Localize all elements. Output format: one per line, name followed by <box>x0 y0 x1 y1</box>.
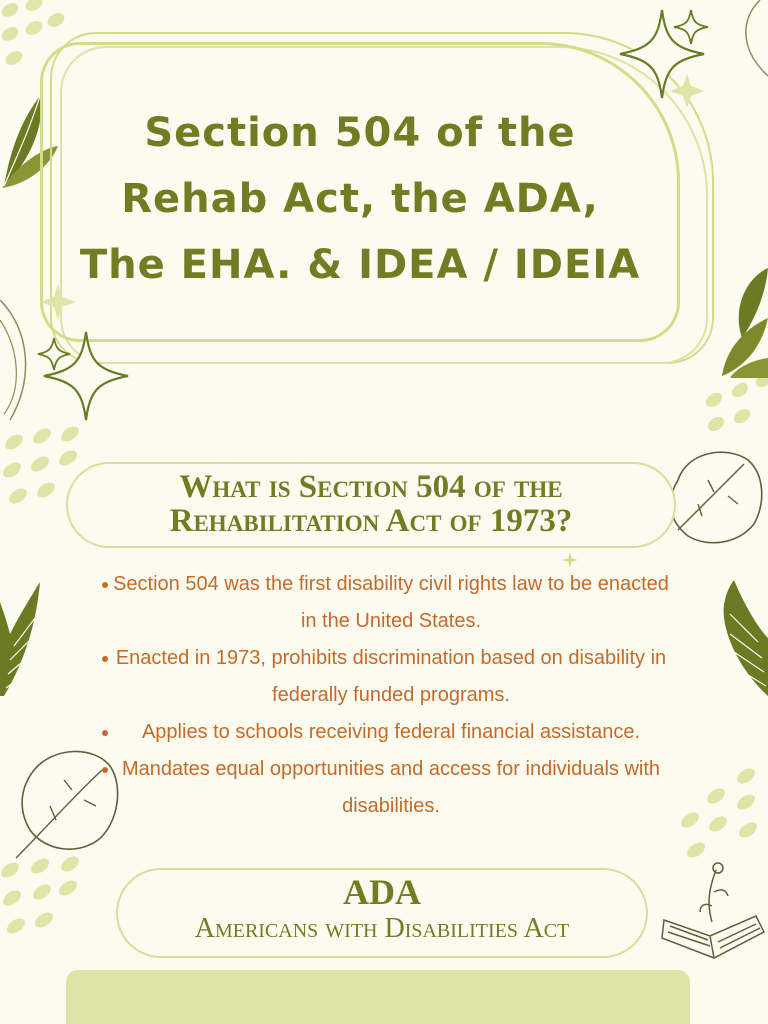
sparkle-icon-small-bottom-left <box>38 338 70 370</box>
fern-icon-right <box>718 578 768 698</box>
bullet-text: Enacted in 1973, prohibits discrimination based on disability in federally funded programs. <box>115 647 667 706</box>
ada-title: ADA <box>343 872 421 912</box>
page-title <box>40 100 680 298</box>
list-item <box>96 751 670 825</box>
sparkle-icon-small-top-right <box>674 10 708 44</box>
list-item <box>96 714 670 751</box>
line-doodle-left <box>0 290 40 430</box>
heading-line-1: What is Section 504 of the <box>179 469 563 505</box>
ada-subtitle: Americans with Disabilities Act <box>194 913 570 944</box>
title-line-3: The EHA. & IDEA / IDEIA <box>79 242 641 288</box>
next-section-box <box>66 970 690 1024</box>
bullet-text: Section 504 was the first disability civil rights law to be enacted in the United States. <box>113 573 669 632</box>
dots-pattern-bottom-left <box>0 860 90 950</box>
section-504-heading <box>66 470 676 538</box>
bullet-dot-icon <box>102 730 108 736</box>
leaf-icon-right <box>716 248 768 378</box>
list-item <box>96 640 670 714</box>
list-item <box>96 566 670 640</box>
dots-pattern-right-low <box>676 770 768 860</box>
heading-line-2: Rehabilitation Act of 1973? <box>169 503 573 539</box>
bullet-dot-icon <box>102 767 108 773</box>
bullet-text: Mandates equal opportunities and access for individuals with disabilities. <box>121 758 661 817</box>
dots-pattern-right-mid <box>700 370 768 430</box>
line-doodle-right <box>730 0 768 80</box>
title-line-1: Section 504 of the <box>144 110 576 156</box>
fern-icon-left <box>0 578 50 698</box>
section-504-bullet-list <box>96 566 670 825</box>
bullet-dot-icon <box>102 582 108 588</box>
open-book-icon <box>660 862 768 966</box>
bullet-dot-icon <box>102 656 108 662</box>
bullet-text: Applies to schools receiving federal financial assistance. <box>141 721 641 743</box>
title-line-2: Rehab Act, the ADA, <box>121 176 599 222</box>
